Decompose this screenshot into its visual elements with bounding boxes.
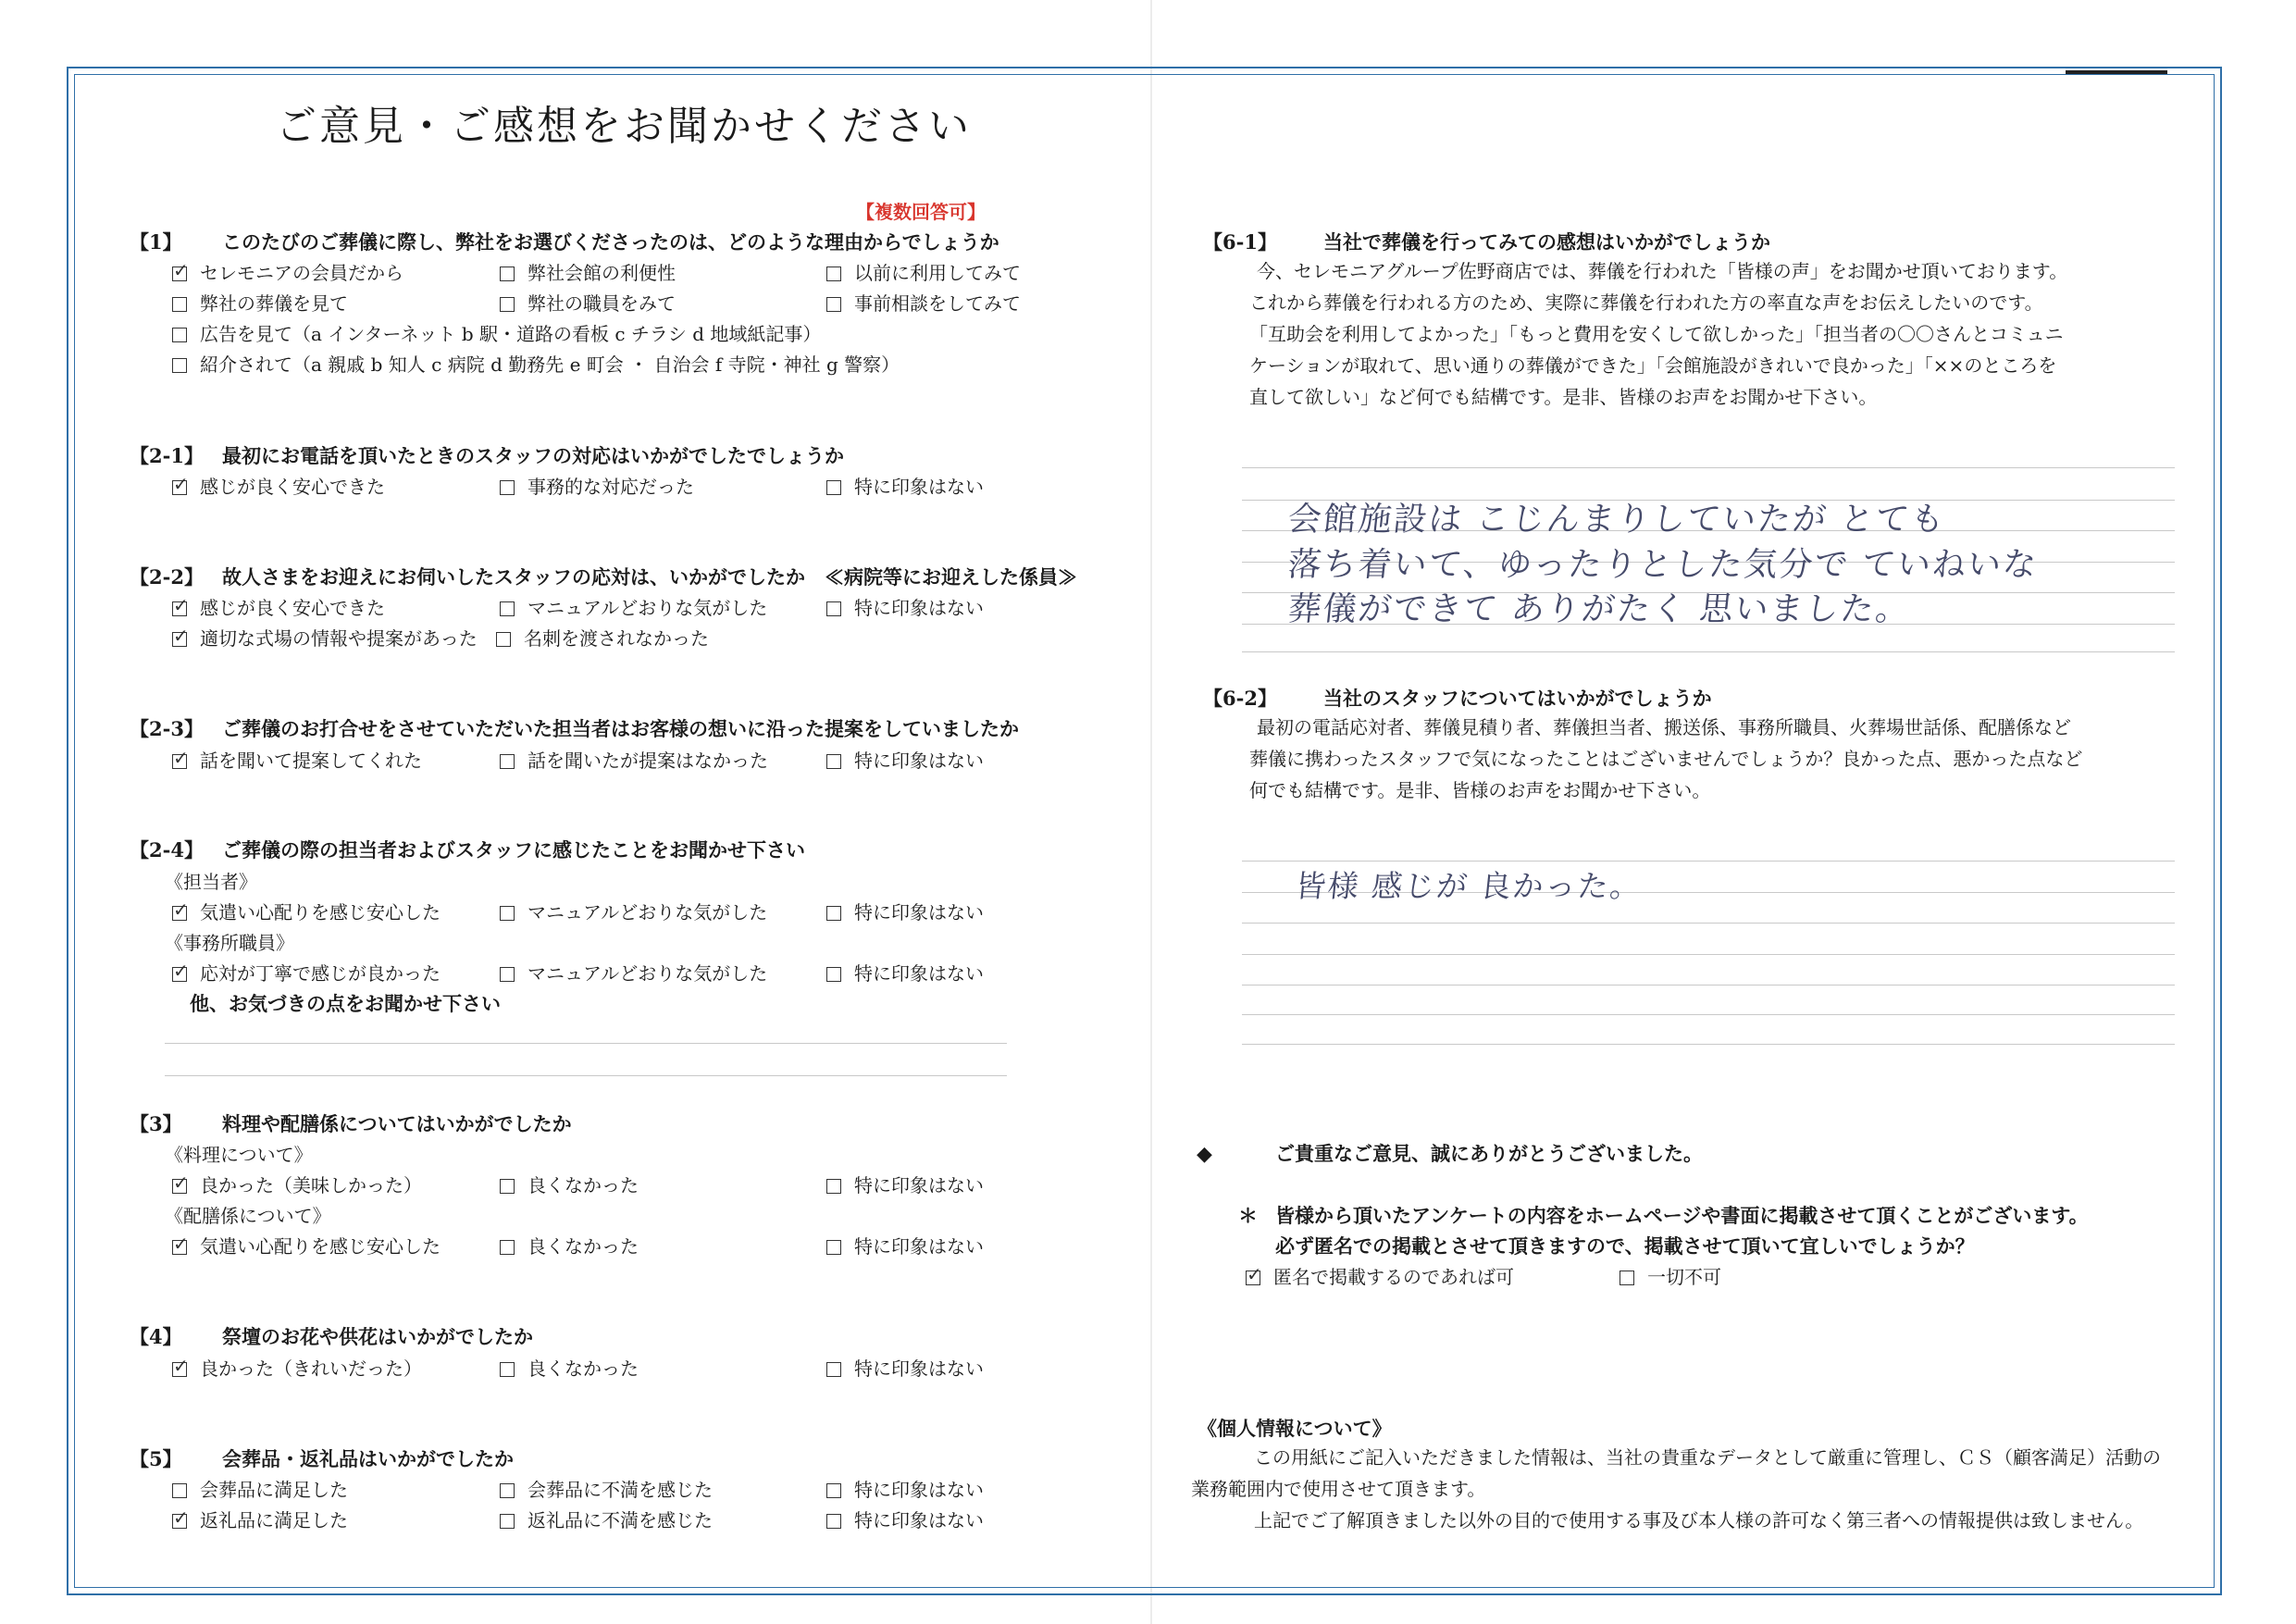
q4-option-1[interactable]: ✓良かった（きれいだった） [172, 1354, 422, 1381]
handwritten-answer-line: 落ち着いて、ゆったりとした気分で ていねいな [1285, 546, 2041, 584]
thanks-line [1197, 1139, 1703, 1167]
q1-option-previous[interactable]: 以前に利用してみて [826, 258, 1021, 285]
q1-option-staff[interactable]: 弊社の職員をみて [500, 289, 676, 316]
q2-2-option-3[interactable]: 特に印象はない [826, 593, 984, 620]
q2-2-number: 【2-2】 [130, 565, 204, 589]
privacy-text [1191, 1442, 2161, 1536]
q5-option-5[interactable]: 返礼品に不満を感じた [500, 1506, 713, 1532]
q6-2-para-line: 何でも結構です。是非、皆様のお声をお聞かせ下さい。 [1249, 779, 1711, 801]
q2-1-option-1[interactable]: ✓感じが良く安心できた [172, 472, 385, 499]
checkbox[interactable] [500, 1514, 515, 1529]
checkbox[interactable] [826, 267, 841, 281]
q1-text: このたびのご葬儀に際し、弊社をお選びくださったのは、どのような理由からでしょうか [222, 230, 999, 254]
q2-3-heading [130, 714, 1019, 742]
checkbox-checked[interactable] [172, 632, 187, 647]
q5-option-6[interactable]: 特に印象はない [826, 1506, 984, 1532]
q2-2-option-1[interactable]: ✓感じが良く安心できた [172, 593, 385, 620]
checkbox[interactable] [500, 906, 515, 921]
checkbox-checked[interactable] [1246, 1271, 1260, 1285]
q2-1-number: 【2-1】 [130, 444, 204, 467]
checkbox[interactable] [172, 297, 187, 312]
privacy-title: 《個人情報について》 [1198, 1417, 1392, 1440]
publish-line-2: 必ず匿名での掲載とさせて頂きますので、掲載させて頂いて宜しいでしょうか？ [1275, 1234, 1975, 1258]
q4-option-3[interactable]: 特に印象はない [826, 1354, 984, 1381]
checkbox[interactable] [496, 632, 511, 647]
q2-4-option-4[interactable]: ✓応対が丁寧で感じが良かった [172, 959, 441, 986]
checkbox[interactable] [500, 1179, 515, 1194]
q3-option-5[interactable]: 良くなかった [500, 1232, 639, 1258]
q6-1-para-line: 「互助会を利用してよかった」「もっと費用を安くして欲しかった」「担当者の〇〇さんとコミュニ [1249, 323, 2064, 345]
corner-mark [2066, 70, 2167, 74]
checkbox[interactable] [826, 967, 841, 982]
thanks-text: ご貴重なご意見、誠にありがとうございました。 [1275, 1142, 1703, 1165]
answer-line [1242, 1044, 2175, 1045]
handwritten-answer-line: 皆様 感じが 良かった。 [1293, 868, 1644, 904]
q6-2-heading [1203, 684, 1712, 712]
q2-2-option-5[interactable]: 名刺を渡されなかった [496, 624, 709, 651]
checkbox[interactable] [826, 297, 841, 312]
checkbox[interactable] [826, 1483, 841, 1498]
checkbox[interactable] [826, 906, 841, 921]
asterisk-mark: ＊ [1238, 1204, 1258, 1227]
privacy-line: この用紙にご記入いただきました情報は、当社の貴重なデータとして厳重に管理し、ＣＳ（顧客満足）活動の [1254, 1446, 2161, 1469]
publish-line-1 [1238, 1201, 2089, 1229]
checkbox-checked[interactable] [172, 1240, 187, 1255]
q6-1-para-line: これから葬儀を行われる方のため、実際に葬儀を行われた方の率直な声をお伝えしたいのです。 [1249, 291, 2043, 314]
checkbox[interactable] [500, 967, 515, 982]
checkbox[interactable] [826, 1179, 841, 1194]
checkbox[interactable] [826, 1514, 841, 1529]
q1-option-saw-funeral[interactable]: 弊社の葬儀を見て [172, 289, 348, 316]
checkbox-checked[interactable] [172, 906, 187, 921]
checkbox[interactable] [826, 754, 841, 769]
publish-option-refuse[interactable]: 一切不可 [1620, 1262, 1721, 1289]
privacy-line: 業務範囲内で使用させて頂きます。 [1191, 1478, 1486, 1500]
answer-line [1242, 651, 2175, 652]
q2-4-number: 【2-4】 [130, 838, 204, 862]
q2-3-option-1[interactable]: ✓話を聞いて提案してくれた [172, 746, 422, 773]
q2-4-option-5[interactable]: マニュアルどおりな気がした [500, 959, 767, 986]
q2-2-text: 故人さまをお迎えにお伺いしたスタッフの応対は、いかがでしたか ≪病院等にお迎えした係員≫ [222, 565, 1077, 589]
q6-1-description [1249, 255, 2068, 413]
q1-option-member[interactable]: ✓セレモニアの会員だから [172, 258, 403, 285]
q4-heading [130, 1322, 533, 1350]
q5-option-2[interactable]: 会葬品に不満を感じた [500, 1475, 713, 1502]
checkbox[interactable] [500, 267, 515, 281]
checkbox[interactable] [172, 1483, 187, 1498]
checkbox[interactable] [500, 1362, 515, 1377]
q2-2-heading [130, 563, 1077, 590]
q1-number: 【1】 [130, 230, 182, 254]
answer-line [1242, 923, 2175, 924]
q2-4-option-2[interactable]: マニュアルどおりな気がした [500, 898, 767, 924]
q2-2-option-4[interactable]: ✓適切な式場の情報や提案があった [172, 624, 478, 651]
q2-3-option-2[interactable]: 話を聞いたが提案はなかった [500, 746, 768, 773]
answer-line [165, 1043, 1007, 1044]
q5-option-1[interactable]: 会葬品に満足した [172, 1475, 348, 1502]
answer-line [165, 1075, 1007, 1076]
q6-2-text: 当社のスタッフについてはいかがでしょうか [1323, 687, 1712, 710]
q1-option-referral[interactable]: 紹介されて（a 親戚 b 知人 c 病院 d 勤務先 e 町会 ・ 自治会 f 寺院・神社 g 警察） [172, 350, 900, 377]
q6-2-number: 【6-2】 [1203, 687, 1277, 710]
q6-1-para-line: ケーションが取れて、思い通りの葬儀ができた」「会館施設がきれいで良かった」「××のところを [1249, 354, 2057, 377]
checkbox[interactable] [500, 1483, 515, 1498]
q6-1-para-line: 直して欲しい」など何でも結構です。是非、皆様のお声をお聞かせ下さい。 [1249, 386, 1878, 408]
handwritten-answer-line: 会館施設は こじんまりしていたが とても [1285, 501, 1948, 539]
q6-1-number: 【6-1】 [1203, 230, 1277, 254]
checkbox-checked[interactable] [172, 967, 187, 982]
q2-1-text: 最初にお電話を頂いたときのスタッフの対応はいかがでしたでしょうか [222, 444, 844, 467]
checkbox-checked[interactable] [172, 1179, 187, 1194]
q5-number: 【5】 [130, 1447, 182, 1470]
q2-4-option-3[interactable]: 特に印象はない [826, 898, 984, 924]
answer-line [1242, 985, 2175, 986]
checkbox[interactable] [500, 480, 515, 495]
checkbox[interactable] [500, 297, 515, 312]
checkbox-checked[interactable] [172, 1362, 187, 1377]
q1-option-ad[interactable]: 広告を見て（a インターネット b 駅・道路の看板 c チラシ d 地域紙記事） [172, 319, 821, 346]
q6-1-heading [1203, 228, 1770, 255]
multiple-answers-note: 【複数回答可】 [856, 201, 986, 223]
checkbox[interactable] [172, 358, 187, 373]
checkbox[interactable] [500, 1240, 515, 1255]
q5-option-3[interactable]: 特に印象はない [826, 1475, 984, 1502]
privacy-line: 上記でご了解頂きました以外の目的で使用する事及び本人様の許可なく第三者への情報提供は致しません。 [1254, 1509, 2144, 1531]
answer-line [1242, 1014, 2175, 1015]
q3-option-1[interactable]: ✓良かった（美味しかった） [172, 1171, 422, 1197]
diamond-bullet: ◆ [1197, 1142, 1212, 1166]
q3-option-3[interactable]: 特に印象はない [826, 1171, 984, 1197]
checkbox[interactable] [826, 1240, 841, 1255]
q5-text: 会葬品・返礼品はいかがでしたか [222, 1447, 514, 1470]
answer-line [1242, 954, 2175, 955]
checkbox-checked[interactable] [172, 1514, 187, 1529]
q3-text: 料理や配膳係についてはいかがでしたか [222, 1112, 572, 1135]
q3-heading [130, 1110, 572, 1137]
q4-number: 【4】 [130, 1325, 182, 1348]
q1-heading [130, 228, 999, 255]
q3-option-2[interactable]: 良くなかった [500, 1171, 639, 1197]
checkbox[interactable] [500, 754, 515, 769]
q1-option-consult[interactable]: 事前相談をしてみて [826, 289, 1021, 316]
page-title: ご意見・ご感想をお聞かせください [276, 103, 972, 150]
q5-heading [130, 1444, 514, 1472]
q6-1-para-line: 今、セレモニアグループ佐野商店では、葬儀を行われた「皆様の声」をお聞かせ頂いております。 [1257, 260, 2068, 282]
q2-4-text: ご葬儀の際の担当者およびスタッフに感じたことをお聞かせ下さい [222, 838, 805, 862]
q3-option-6[interactable]: 特に印象はない [826, 1232, 984, 1258]
checkbox[interactable] [172, 328, 187, 342]
publish-option-anonymous[interactable]: ✓匿名で掲載するのであれば可 [1246, 1262, 1514, 1289]
q2-2-option-2[interactable]: マニュアルどおりな気がした [500, 593, 767, 620]
q2-4-heading [130, 836, 805, 863]
q2-4-option-6[interactable]: 特に印象はない [826, 959, 984, 986]
checkbox[interactable] [1620, 1271, 1634, 1285]
q2-3-option-3[interactable]: 特に印象はない [826, 746, 984, 773]
answer-line [1242, 861, 2175, 862]
checkbox-checked[interactable] [172, 480, 187, 495]
q4-text: 祭壇のお花や供花はいかがでしたか [222, 1325, 533, 1348]
checkbox[interactable] [826, 1362, 841, 1377]
handwritten-answer-line: 葬儀ができて ありがたく 思いました。 [1285, 590, 1913, 628]
checkbox-checked[interactable] [172, 601, 187, 616]
q2-4-sub-office: 《事務所職員》 [165, 932, 294, 954]
q2-1-option-3[interactable]: 特に印象はない [826, 472, 984, 499]
q2-3-number: 【2-3】 [130, 717, 204, 740]
checkbox-checked[interactable] [172, 754, 187, 769]
q6-2-description [1249, 712, 2083, 806]
q6-2-para-line: 葬儀に携わったスタッフで気になったことはございませんでしょうか？良かった点、悪かった点など [1249, 748, 2083, 770]
q2-1-option-2[interactable]: 事務的な対応だった [500, 472, 694, 499]
q4-option-2[interactable]: 良くなかった [500, 1354, 639, 1381]
q2-4-other-prompt: 他、お気づきの点をお聞かせ下さい [190, 992, 501, 1015]
q3-sub-food: 《料理について》 [165, 1144, 313, 1166]
q2-3-text: ご葬儀のお打合せをさせていただいた担当者はお客様の想いに沿った提案をしていましたか [222, 717, 1019, 740]
checkbox[interactable] [826, 480, 841, 495]
q3-number: 【3】 [130, 1112, 182, 1135]
q2-4-sub-tantousha: 《担当者》 [165, 871, 257, 893]
checkbox-checked[interactable] [172, 267, 187, 281]
q3-sub-serving: 《配膳係について》 [165, 1205, 331, 1227]
q6-1-text: 当社で葬儀を行ってみての感想はいかがでしょうか [1323, 230, 1770, 254]
answer-line [1242, 467, 2175, 468]
q6-2-para-line: 最初の電話応対者、葬儀見積り者、葬儀担当者、搬送係、事務所職員、火葬場世話係、配膳係など [1257, 716, 2071, 738]
checkbox[interactable] [500, 601, 515, 616]
q5-option-4[interactable]: ✓返礼品に満足した [172, 1506, 348, 1532]
q3-option-4[interactable]: ✓気遣い心配りを感じ安心した [172, 1232, 441, 1258]
q1-option-hall[interactable]: 弊社会館の利便性 [500, 258, 676, 285]
q2-4-option-1[interactable]: ✓気遣い心配りを感じ安心した [172, 898, 441, 924]
checkbox[interactable] [826, 601, 841, 616]
publish-text-1: 皆様から頂いたアンケートの内容をホームページや書面に掲載させて頂くことがございます。 [1275, 1204, 2089, 1227]
q2-1-heading [130, 441, 844, 469]
